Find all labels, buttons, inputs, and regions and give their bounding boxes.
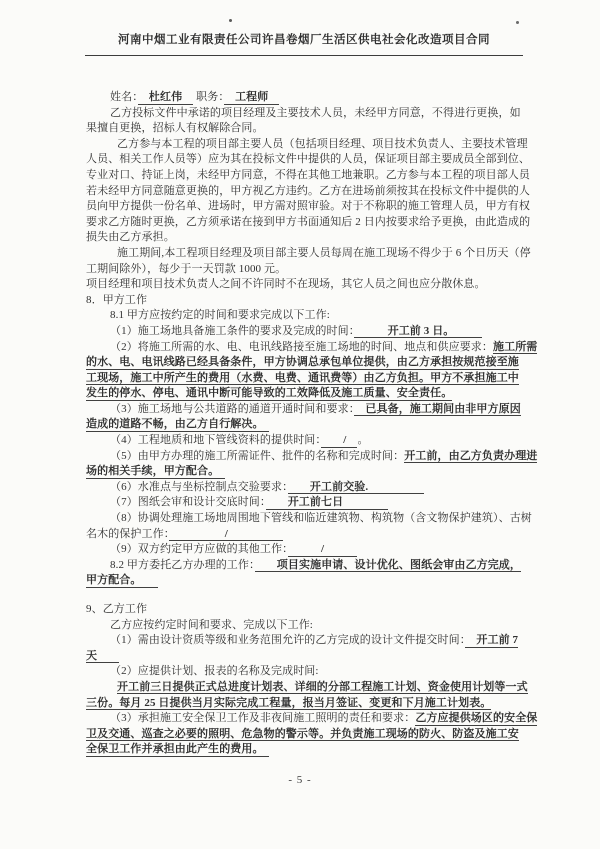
text-line xyxy=(86,527,531,543)
text-segment: 施工期间,本工程项目经理及项目部主要人员每周在施工现场不得少于 6 个日历天（停 xyxy=(117,246,531,259)
text-segment: 工期间除外），每少于一天罚款 1000 元。 xyxy=(86,262,287,275)
text-segment: 8.2 甲方委托乙方办理的工作： xyxy=(110,558,255,571)
filled-blank-value: 开工前三日提供正式总进度计划表、详细的分部工程施工计划、资金使用计划等一式 xyxy=(117,680,528,693)
text-line xyxy=(86,340,538,356)
text-line xyxy=(86,742,531,758)
text-segment: 9、乙方工作 xyxy=(86,603,148,615)
text-line xyxy=(86,199,531,215)
text-line xyxy=(86,602,531,618)
filled-blank-value: 三份。每月 25 日提供当月实际完成工程量，报当月签证、变更和下月施工计划表。 xyxy=(86,696,492,709)
filled-blank-value: 杜红伟 xyxy=(137,91,194,103)
text-line xyxy=(86,371,531,387)
filled-blank-value: 项目实施申请、设计优化、图纸会审由乙方完成， xyxy=(254,558,522,571)
text-line xyxy=(86,495,531,511)
filled-blank-value: / xyxy=(287,543,358,556)
text-segment: 姓名： xyxy=(110,91,138,103)
filled-blank-value: 开工前 3 日。 xyxy=(354,324,483,337)
text-line xyxy=(86,90,531,106)
text-segment: （6）水准点与坐标控制点交验要求： xyxy=(110,480,288,493)
text-segment: （9）双方约定甲方应做的其他工作： xyxy=(110,543,288,556)
filled-blank-value: 卫及交通、巡查之必要的照明、危急物的警示等。并负责施工现场的防火、防盗及施工安 xyxy=(86,727,519,740)
text-line xyxy=(86,480,531,496)
document-body xyxy=(86,90,538,758)
text-segment: （2）将施工所需的水、电、电讯线路接至施工场地的时间、地点和供应要求： xyxy=(110,340,493,353)
document-header xyxy=(85,31,523,56)
scan-speck xyxy=(229,19,232,22)
text-line xyxy=(86,308,531,324)
text-line xyxy=(86,664,531,680)
filled-blank-value: 乙方应提供场区的安全保 xyxy=(415,712,538,725)
filled-blank-value: / xyxy=(169,527,284,540)
text-line xyxy=(86,618,531,634)
text-line xyxy=(86,262,531,278)
text-line xyxy=(86,386,531,402)
text-segment: （3）承担施工安全保卫工作及非夜间施工照明的责任和要求： xyxy=(110,712,416,725)
filled-blank-value: 施工所需 xyxy=(493,340,538,353)
text-line xyxy=(86,402,531,418)
text-line xyxy=(86,727,531,743)
text-line xyxy=(86,633,531,649)
text-segment: （1）需由设计资质等级和业务范围允许的乙方完成的设计文件提交时间： xyxy=(110,634,466,647)
scan-speck xyxy=(516,21,519,24)
text-segment: （5）由甲方办理的施工所需证件、批件的名称和完成时间： xyxy=(110,449,405,462)
filled-blank-value: 开工前，由乙方负责办理进 xyxy=(404,449,538,462)
filled-blank-value: 已具备，施工期间由非甲方原因 xyxy=(354,402,521,415)
text-line xyxy=(86,184,531,200)
page-number: - 5 - xyxy=(288,774,312,786)
text-line xyxy=(86,573,531,589)
filled-blank-value: 天 xyxy=(86,649,120,662)
text-segment: 项目经理和项目技术负责人之间不许同时不在现场，其它人员之间也应分散休息。 xyxy=(86,278,486,291)
text-line xyxy=(86,449,538,465)
text-segment: 要求乙方随时更换，乙方须承诺在接到甲方书面通知后 2 日内按要求给予更换，由此造成的 xyxy=(86,215,531,228)
text-line xyxy=(86,558,531,574)
text-segment: 乙方参与本工程的项目部主要人员（包括项目经理、项目技术负责人、主要技术管理 xyxy=(117,137,528,150)
text-line xyxy=(86,417,531,433)
text-segment: 职务： xyxy=(193,91,224,103)
text-line xyxy=(86,649,531,665)
filled-blank-value: 全保卫工作并承担由此产生的费用。 xyxy=(86,743,270,756)
filled-blank-value: 甲方配合。 xyxy=(86,574,159,587)
text-line xyxy=(86,121,531,137)
text-segment: （1）施工场地具备施工条件的要求及完成的时间： xyxy=(110,324,355,337)
text-line xyxy=(86,711,538,727)
text-line xyxy=(86,230,531,246)
text-line xyxy=(86,277,531,293)
text-segment: 名木的保护工作： xyxy=(86,527,170,540)
text-segment: 人员、相关工作人员等）应为其在投标文件中提供的人员，保证项目部主要成员全部到位、 xyxy=(86,153,530,166)
text-line xyxy=(86,215,531,231)
text-segment: 果擅自更换，招标人有权解除合同。 xyxy=(86,122,264,135)
text-segment: （2）应提供计划、报表的名称及完成时间: xyxy=(110,665,319,678)
text-line xyxy=(86,680,531,696)
filled-blank-value: 的水、电、电讯线路已经具备条件，甲方协调总承包单位提供，由乙方承担按规范接至施 xyxy=(86,356,519,369)
text-segment: 若未经甲方同意随意更换的，甲方视乙方违约。乙方在进场前须按其在投标文件中提供的人 xyxy=(86,184,530,197)
text-segment: 乙方投标文件中承诺的项目经理及主要技术人员，未经甲方同意，不得进行更换，如 xyxy=(110,106,521,119)
text-line xyxy=(86,246,531,262)
filled-blank-value: 开工前七日 xyxy=(265,496,388,509)
text-segment: 乙方应按约定时间和要求、完成以下工作: xyxy=(110,618,313,631)
text-line xyxy=(86,168,531,184)
text-line xyxy=(86,152,531,168)
filled-blank-value: 开工前 7 xyxy=(465,634,519,647)
text-segment: （4）工程地质和地下管线资料的提供时间： xyxy=(110,434,321,447)
text-segment: 专业对口、持证上岗，未经甲方同意，不得在其他工地兼职。乙方参与本工程的项目部人员 xyxy=(86,168,530,181)
text-segment: 损失由乙方承担。 xyxy=(86,231,175,244)
text-segment: 员向甲方提供一份名单、进场时，甲方需对照审验。对于不称职的施工管理人员，甲方有权 xyxy=(86,200,530,213)
filled-blank-value: / xyxy=(321,434,358,447)
text-line xyxy=(86,293,531,309)
text-line xyxy=(86,433,531,449)
text-segment: （3）施工场地与公共道路的通道开通时间和要求： xyxy=(110,402,355,415)
filled-blank-value: 场的相关手续，甲方配合。 xyxy=(86,465,225,478)
filled-blank-value: 发生的停水、停电、通讯中断可能导致的工效降低及施工质量、安全责任。 xyxy=(86,387,453,400)
text-line xyxy=(86,542,531,558)
text-line xyxy=(86,511,531,527)
text-segment: 。 xyxy=(357,434,369,447)
filled-blank-value: 工程师 xyxy=(223,91,280,103)
text-line xyxy=(86,137,531,153)
document-title: 河南中烟工业有限责任公司许昌卷烟厂生活区供电社会化改造项目合同 xyxy=(118,34,490,46)
text-segment: （7）图纸会审和设计交底时间： xyxy=(110,496,266,509)
text-segment: 8.1 甲方应按约定的时间和要求完成以下工作: xyxy=(110,309,330,322)
text-line xyxy=(86,355,531,371)
text-line xyxy=(86,324,531,340)
filled-blank-value: 开工前交验. xyxy=(287,480,424,493)
text-segment: 8．甲方工作 xyxy=(86,293,148,306)
filled-blank-value: 工现场，施工中所产生的费用（水费、电费、通讯费等）由乙方负担。甲方不承担施工中 xyxy=(86,371,519,384)
filled-blank-value: 造成的道路不畅，由乙方自行解决。 xyxy=(86,418,270,431)
text-segment: （8）协调处理施工场地周围地下管线和临近建筑物、构筑物（含文物保护建筑）、古树 xyxy=(110,512,532,525)
text-line xyxy=(86,696,531,712)
text-line xyxy=(86,106,531,122)
text-line xyxy=(86,464,531,480)
